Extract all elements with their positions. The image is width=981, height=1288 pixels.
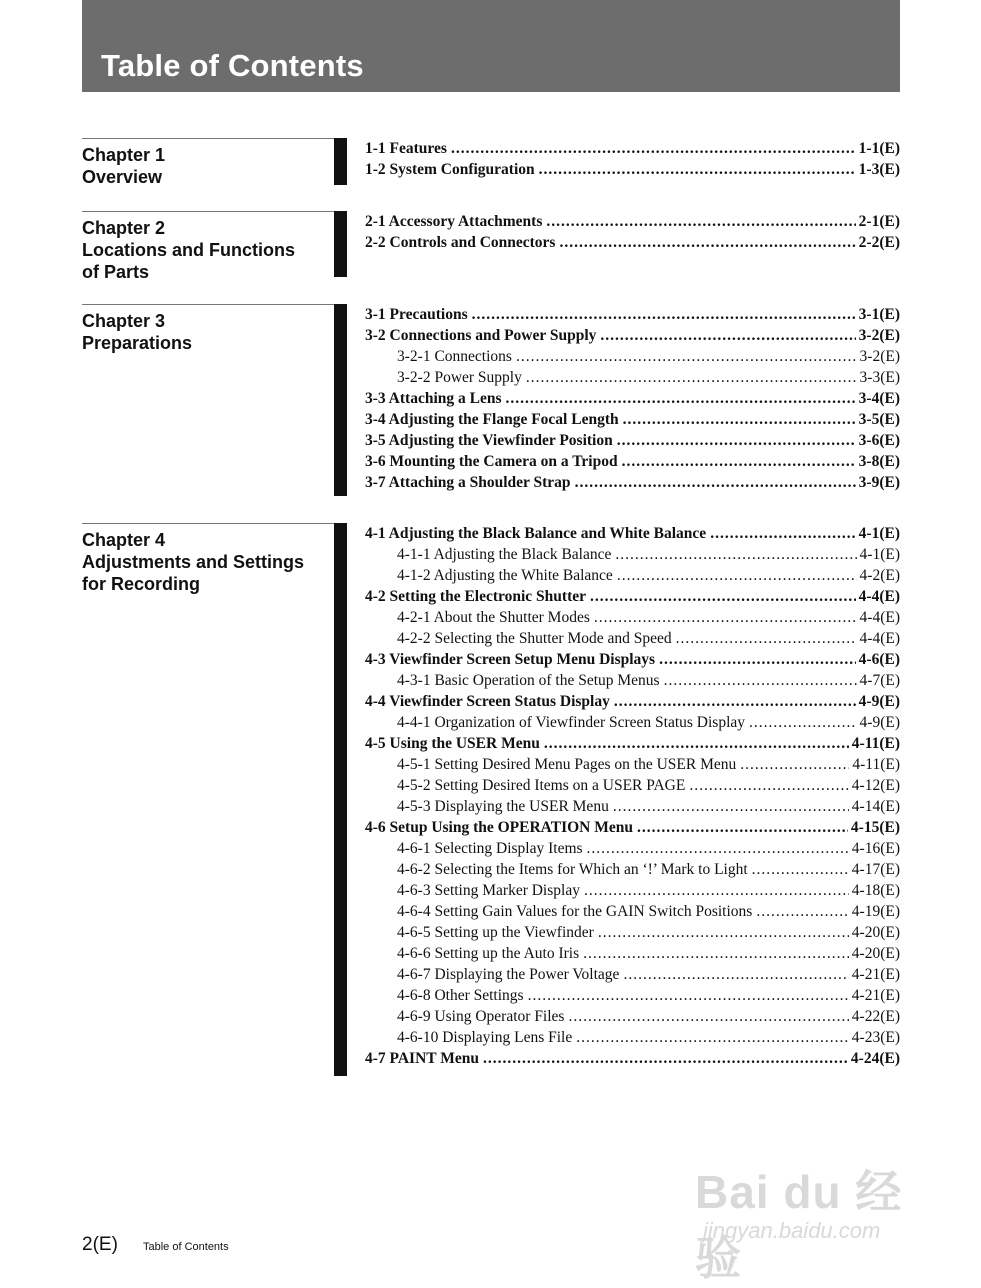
baidu-watermark <box>695 1138 925 1284</box>
dot-leader <box>544 733 849 754</box>
entry-page-number: 4-21(E) <box>851 966 900 983</box>
dot-leader <box>559 232 855 253</box>
footer-page-number: 2(E) <box>82 1234 118 1255</box>
toc-subsection-entry[interactable] <box>365 367 900 388</box>
toc-subsection-entry[interactable] <box>365 943 900 964</box>
toc-subsection-entry[interactable] <box>365 901 900 922</box>
toc-section-entry[interactable] <box>365 388 900 409</box>
chapter-title <box>82 144 332 188</box>
entry-page-number: 4-9(E) <box>858 693 900 710</box>
chapter-title-line: Preparations <box>82 333 193 353</box>
entry-page-number: 3-1(E) <box>858 306 900 323</box>
entry-title: 4-5-3 Displaying the USER Menu <box>397 798 609 815</box>
entry-page-number: 4-4(E) <box>858 588 900 605</box>
chapter-title-line: Chapter 1 <box>82 145 166 165</box>
entry-page-number: 3-5(E) <box>858 411 900 428</box>
toc-subsection-entry[interactable] <box>365 964 900 985</box>
toc-section-entry[interactable] <box>365 430 900 451</box>
entry-page-number: 3-3(E) <box>859 369 900 386</box>
entry-page-number: 3-2(E) <box>858 327 900 344</box>
dot-leader <box>594 607 857 628</box>
entry-title: 4-6-2 Selecting the Items for Which an ‘!’ Mark to Light <box>397 861 748 878</box>
toc-section-entry[interactable] <box>365 451 900 472</box>
footer-section-label: Table of Contents <box>143 1241 229 1253</box>
chapter-divider <box>82 138 344 139</box>
entry-page-number: 4-11(E) <box>851 735 900 752</box>
entry-title: 3-6 Mounting the Camera on a Tripod <box>365 453 618 470</box>
chapter-side-bar <box>334 523 347 1076</box>
chapter-entries <box>365 138 900 180</box>
entry-page-number: 2-2(E) <box>858 234 900 251</box>
dot-leader <box>676 628 857 649</box>
entry-title: 4-5 Using the USER Menu <box>365 735 540 752</box>
page-title: Table of Contents <box>101 48 364 83</box>
entry-page-number: 4-1(E) <box>859 546 900 563</box>
entry-title: 3-2 Connections and Power Supply <box>365 327 597 344</box>
toc-subsection-entry[interactable] <box>365 838 900 859</box>
toc-subsection-entry[interactable] <box>365 544 900 565</box>
entry-title: 4-1 Adjusting the Black Balance and White Balance <box>365 525 707 542</box>
toc-subsection-entry[interactable] <box>365 628 900 649</box>
toc-subsection-entry[interactable] <box>365 712 900 733</box>
toc-section-entry[interactable] <box>365 232 900 253</box>
chapter-title <box>82 217 332 283</box>
toc-section-entry[interactable] <box>365 211 900 232</box>
toc-section-entry[interactable] <box>365 586 900 607</box>
dot-leader <box>756 901 848 922</box>
entry-page-number: 4-2(E) <box>859 567 900 584</box>
entry-page-number: 4-23(E) <box>851 1029 900 1046</box>
entry-title: 4-3 Viewfinder Screen Setup Menu Displays <box>365 651 656 668</box>
entry-page-number: 3-8(E) <box>858 453 900 470</box>
entry-page-number: 4-4(E) <box>859 609 900 626</box>
dot-leader <box>584 880 849 901</box>
dot-leader <box>617 565 857 586</box>
dot-leader <box>539 159 856 180</box>
entry-page-number: 3-2(E) <box>859 348 900 365</box>
toc-section-entry[interactable] <box>365 1048 900 1069</box>
toc-section-entry[interactable] <box>365 472 900 493</box>
dot-leader <box>623 964 848 985</box>
chapter-entries <box>365 211 900 253</box>
dot-leader <box>617 430 856 451</box>
dot-leader <box>576 1027 849 1048</box>
entry-page-number: 4-1(E) <box>858 525 900 542</box>
toc-section-entry[interactable] <box>365 733 900 754</box>
dot-leader <box>472 304 856 325</box>
chapter-divider <box>82 211 344 212</box>
entry-page-number: 4-7(E) <box>859 672 900 689</box>
watermark-logo-text: Bai du 经验 <box>695 1166 903 1284</box>
entry-page-number: 2-1(E) <box>858 213 900 230</box>
entry-title: 4-6-7 Displaying the Power Voltage <box>397 966 620 983</box>
dot-leader <box>516 346 857 367</box>
entry-page-number: 1-1(E) <box>858 140 900 157</box>
chapter-side-bar <box>334 211 347 277</box>
dot-leader <box>546 211 855 232</box>
toc-section-entry[interactable] <box>365 523 900 544</box>
dot-leader <box>598 922 849 943</box>
toc-subsection-entry[interactable] <box>365 565 900 586</box>
dot-leader <box>664 670 857 691</box>
dot-leader <box>622 451 856 472</box>
toc-section-entry[interactable] <box>365 138 900 159</box>
toc-section-entry[interactable] <box>365 817 900 838</box>
entry-title: 4-3-1 Basic Operation of the Setup Menus <box>397 672 660 689</box>
entry-title: 4-6-6 Setting up the Auto Iris <box>397 945 580 962</box>
entry-title: 4-4 Viewfinder Screen Status Display <box>365 693 610 710</box>
dot-leader <box>583 943 849 964</box>
dot-leader <box>752 859 849 880</box>
toc-section-entry[interactable] <box>365 304 900 325</box>
toc-section-entry[interactable] <box>365 159 900 180</box>
toc-subsection-entry[interactable] <box>365 670 900 691</box>
entry-title: 2-2 Controls and Connectors <box>365 234 556 251</box>
entry-page-number: 4-11(E) <box>852 756 900 773</box>
entry-title: 4-7 PAINT Menu <box>365 1050 479 1067</box>
entry-title: 3-2-1 Connections <box>397 348 512 365</box>
toc-subsection-entry[interactable] <box>365 985 900 1006</box>
entry-title: 2-1 Accessory Attachments <box>365 213 543 230</box>
dot-leader <box>740 754 849 775</box>
watermark-url: jingyan.baidu.com <box>703 1218 881 1243</box>
entry-page-number: 4-20(E) <box>851 945 900 962</box>
entry-title: 4-6-1 Selecting Display Items <box>397 840 583 857</box>
toc-section-entry[interactable] <box>365 325 900 346</box>
entry-page-number: 1-3(E) <box>858 161 900 178</box>
toc-subsection-entry[interactable] <box>365 922 900 943</box>
toc-subsection-entry[interactable] <box>365 775 900 796</box>
entry-title: 3-3 Attaching a Lens <box>365 390 502 407</box>
dot-leader <box>659 649 856 670</box>
entry-page-number: 4-18(E) <box>851 882 900 899</box>
chapter-entries <box>365 304 900 493</box>
chapter-title-line: of Parts <box>82 262 150 282</box>
toc-subsection-entry[interactable] <box>365 1027 900 1048</box>
entry-page-number: 4-17(E) <box>851 861 900 878</box>
dot-leader <box>506 388 856 409</box>
entry-page-number: 4-19(E) <box>851 903 900 920</box>
dot-leader <box>710 523 855 544</box>
entry-title: 1-1 Features <box>365 140 447 157</box>
dot-leader <box>749 712 857 733</box>
entry-title: 3-4 Adjusting the Flange Focal Length <box>365 411 619 428</box>
dot-leader <box>451 138 856 159</box>
page-header <box>82 0 900 92</box>
entry-page-number: 4-20(E) <box>851 924 900 941</box>
chapter-title-line: Chapter 4 <box>82 530 166 550</box>
toc-section-entry[interactable] <box>365 409 900 430</box>
entry-page-number: 4-9(E) <box>859 714 900 731</box>
entry-title: 1-2 System Configuration <box>365 161 535 178</box>
entry-title: 3-7 Attaching a Shoulder Strap <box>365 474 571 491</box>
dot-leader <box>614 691 856 712</box>
entry-title: 4-6-3 Setting Marker Display <box>397 882 580 899</box>
dot-leader <box>637 817 848 838</box>
entry-page-number: 4-16(E) <box>851 840 900 857</box>
toc-subsection-entry[interactable] <box>365 1006 900 1027</box>
entry-title: 4-6-9 Using Operator Files <box>397 1008 565 1025</box>
entry-page-number: 4-4(E) <box>859 630 900 647</box>
entry-title: 4-6-4 Setting Gain Values for the GAIN Switch Positions <box>397 903 753 920</box>
entry-page-number: 4-15(E) <box>850 819 900 836</box>
chapter-title-line: Chapter 3 <box>82 311 166 331</box>
dot-leader <box>623 409 856 430</box>
entry-title: 4-6-10 Displaying Lens File <box>397 1029 573 1046</box>
entry-page-number: 3-6(E) <box>858 432 900 449</box>
dot-leader <box>689 775 848 796</box>
entry-title: 3-2-2 Power Supply <box>397 369 522 386</box>
chapter-title-line: Adjustments and Settings <box>82 552 305 572</box>
chapter-title-line: Overview <box>82 167 163 187</box>
dot-leader <box>526 367 857 388</box>
chapter-divider <box>82 304 344 305</box>
chapter-title <box>82 529 332 595</box>
dot-leader <box>590 586 856 607</box>
entry-title: 4-5-2 Setting Desired Items on a USER PAGE <box>397 777 686 794</box>
chapter-side-bar <box>334 304 347 496</box>
entry-title: 4-2-2 Selecting the Shutter Mode and Speed <box>397 630 672 647</box>
entry-page-number: 3-9(E) <box>858 474 900 491</box>
toc-subsection-entry[interactable] <box>365 607 900 628</box>
toc-subsection-entry[interactable] <box>365 880 900 901</box>
toc-subsection-entry[interactable] <box>365 796 900 817</box>
entry-page-number: 4-12(E) <box>851 777 900 794</box>
entry-title: 3-1 Precautions <box>365 306 468 323</box>
entry-title: 4-1-1 Adjusting the Black Balance <box>397 546 612 563</box>
entry-title: 4-1-2 Adjusting the White Balance <box>397 567 613 584</box>
chapter-side-bar <box>334 138 347 185</box>
entry-title: 4-6-5 Setting up the Viewfinder <box>397 924 594 941</box>
entry-title: 4-2-1 About the Shutter Modes <box>397 609 590 626</box>
chapter-title <box>82 310 332 354</box>
entry-title: 4-4-1 Organization of Viewfinder Screen Status Display <box>397 714 746 731</box>
chapter-divider <box>82 523 344 524</box>
chapter-title-line: for Recording <box>82 574 201 594</box>
dot-leader <box>483 1048 848 1069</box>
dot-leader <box>613 796 849 817</box>
entry-page-number: 3-4(E) <box>858 390 900 407</box>
chapter-title-line: Locations and Functions <box>82 240 296 260</box>
dot-leader <box>528 985 849 1006</box>
entry-page-number: 4-21(E) <box>851 987 900 1004</box>
entry-title: 4-6 Setup Using the OPERATION Menu <box>365 819 633 836</box>
dot-leader <box>568 1006 848 1027</box>
entry-page-number: 4-14(E) <box>851 798 900 815</box>
chapter-entries <box>365 523 900 1069</box>
entry-page-number: 4-24(E) <box>850 1050 900 1067</box>
chapter-title-line: Chapter 2 <box>82 218 166 238</box>
toc-subsection-entry[interactable] <box>365 346 900 367</box>
entry-title: 4-6-8 Other Settings <box>397 987 524 1004</box>
entry-title: 4-2 Setting the Electronic Shutter <box>365 588 586 605</box>
dot-leader <box>615 544 856 565</box>
entry-page-number: 4-6(E) <box>858 651 900 668</box>
entry-title: 4-5-1 Setting Desired Menu Pages on the USER Menu <box>397 756 737 773</box>
dot-leader <box>600 325 855 346</box>
toc-section-entry[interactable] <box>365 649 900 670</box>
dot-leader <box>587 838 849 859</box>
entry-page-number: 4-22(E) <box>851 1008 900 1025</box>
toc-subsection-entry[interactable] <box>365 859 900 880</box>
toc-subsection-entry[interactable] <box>365 754 900 775</box>
toc-section-entry[interactable] <box>365 691 900 712</box>
dot-leader <box>575 472 856 493</box>
entry-title: 3-5 Adjusting the Viewfinder Position <box>365 432 613 449</box>
